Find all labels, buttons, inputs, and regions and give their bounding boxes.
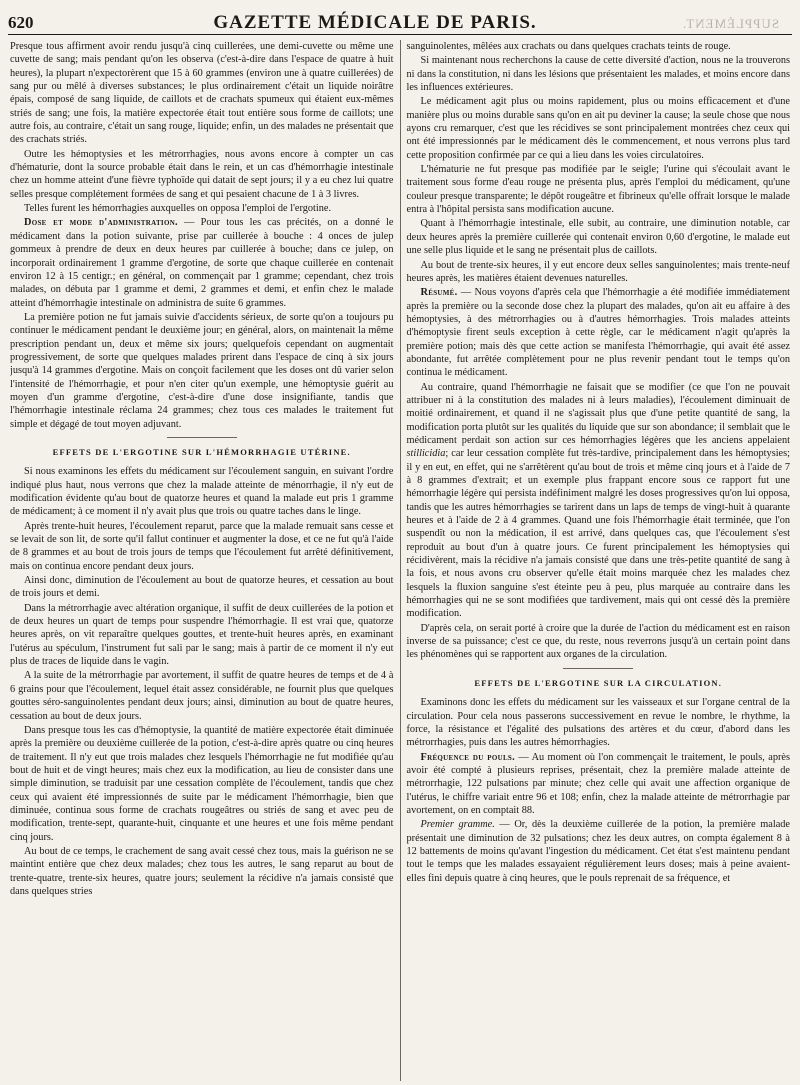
paragraph-lead: Dose et mode d'administration. [24,217,178,229]
paragraph: sanguinolentes, mêlées aux crachats ou dans quelques crachats teints de rouge. [406,41,731,52]
paragraph: La première potion ne fut jamais suivie d'accidents sérieux, de sorte qu'on a toujours pu continuer le médicament pendant le deuxième jour; en général, alors, on maintenait la même prescription pendant un, deux et même six jours; quelquefois cependant on augmentait progressivement, de sorte que quelques malades prirent dans l'espace de cinq à six jours jusqu'à 14 grammes d'ergotine. Mais on conçoit facilement que les doses ont dû varier selon l'intensité de l'hémorrhagie, et pour n'en citer qu'un exemple, une hémoptysie guérit au moyen d'un gramme d'ergotine, c'est-à-dire d'une dose insignifiante, tandis que l'hémorrhagie intestinale réclama 24 grammes; chez tous ces malades le traitement fut simple et dégagé de tout moyen adjuvant. [10,311,394,430]
paragraph: Ainsi donc, diminution de l'écoulement au bout de quatorze heures, et cessation au bout de trois jours et demi. [10,575,394,600]
paragraph-dose [10,216,394,309]
paragraph-lead: Fréquence du pouls. [420,751,516,763]
right-column [401,40,791,1081]
paragraph: Si nous examinons les effets du médicament sur l'écoulement sanguin, en suivant l'ordre indiqué plus haut, nous verrons que chez la malade atteinte de ménorrhagie, il n'y eut de modification évidente qu'au bout de quatorze heures et quand la malade eut pris 1 gramme de médicament; à ce moment il n'y avait plus que trois ou quatre taches dans le linge. [10,466,394,518]
paragraph-body: — Or, dès la deuxième cuillerée de la potion, la première malade présentait une diminution de 32 pulsations; chez les deux autres, on compta également 8 à 12 battements de moins qu'avant l'ingestion du médicament. Cet état s'est maintenu pendant tout le temps que les malades essayaient régulièrement leurs doses; mais à peine avaient-elles fini depuis quatre à cinq heures, que le pouls reprenait de sa fréquence, et [406,819,790,884]
paragraph: A la suite de la métrorrhagie par avortement, il suffit de quatre heures de temps et de 4 à 6 grains pour que l'écoulement, lequel était assez considérable, ne fournit plus que quelques gouttes séro-sanguinolentes pendant deux jours; ainsi, diminution au bout de quatre heures, cessation au bout de deux jours. [10,670,394,722]
paragraph: Si maintenant nous recherchons la cause de cette diversité d'action, nous ne la trouverons ni dans la constitution, ni dans les lésions que présentaient les malades, et moins encore dans les influences extérieures. [406,55,790,94]
paragraph: Dans la métrorrhagie avec altération organique, il suffit de deux cuillerées de la potion et de deux heures un quart de temps pour suspendre l'hémorrhagie. Il est vrai que, quatorze heures après, on vit reparaître quelques gouttes, et trente-huit heures après, en examinant l'utérus au spéculum, l'instrument fut sali par le sang; mais à partir de ce moment il n'y eut plus de traces de liquide dans le vagin. [10,602,394,668]
paragraph: Au bout de ce temps, le crachement de sang avait cessé chez tous, mais la guérison ne se maintint entière que chez deux malades; chez tous les autres, le sang reparut au bout de trente-quatre, trente-six heures, quatre jours; seulement la récidive n'a jamais consisté que dans quelques stries [10,845,394,897]
journal-title: GAZETTE MÉDICALE DE PARIS. [213,12,537,33]
article-columns [10,40,790,1081]
paragraph-body: Au contraire, quand l'hémorrhagie ne faisait que se modifier (ce que l'on ne pouvait attribuer ni à la constitution des malades ni à leurs maladies), l'écoulement diminuait de moitié ordinairement, et quand il ne s'agissait plus que d'une petite quantité de sang, la modification porta plutôt sur les qualités du liquide que sur son abondance; il semblait que le médicament perdait son action sur ces hémorrhagies légères que les anciens appelaient [406,381,790,446]
section-divider [563,668,633,669]
paragraph: Quant à l'hémorrhagie intestinale, elle subit, au contraire, une diminution notable, car deux heures après la première cuillerée qui contenait environ 0,60 d'ergotine, le malade eut une selle plus liquide et le sang ne présentait plus de caillots. [406,218,790,257]
paragraph: Après trente-huit heures, l'écoulement reparut, parce que la malade remuait sans cesse et se levait de son lit, de sorte qu'il fallut continuer et augmenter la dose, et ce ne fut qu'à l'aide de 8 grammes et au bout de trois jours de temps que l'écoulement fut arrêté définitivement, mais on continua encore pendant deux jours. [10,520,394,572]
paragraph: Telles furent les hémorrhagies auxquelles on opposa l'emploi de l'ergotine. [24,203,332,215]
paragraph-lead-italic: Premier gramme. [420,819,495,831]
section-heading-uterine: EFFETS DE L'ERGOTINE SUR L'HÉMORRHAGIE UTÉRINE. [52,446,351,457]
paragraph-resume [407,286,791,379]
section-heading-circulation: EFFETS DE L'ERGOTINE SUR LA CIRCULATION. [474,677,723,688]
paragraph-body: — Pour tous les cas précités, on a donné le médicament dans la potion suivante, prise par cuillerée à bouche : 4 onces de julep gommeux à prendre de deux en deux heures par cuillerée à bouche; dans ce julep, on incorporait ordinairement 1 gramme d'ergotine, de sorte que chaque cuillerée en contenait environ 12 à 15 centigr.; en général, on commençait par 1 gramme; cependant, chez trois malades, on débuta par 1 gramme et demi, 2 grammes et demi, et enfin chez le malade atteint d'hémorrhagie intestinale on administra de suite 6 grammes. [10,217,394,309]
paragraph-lead: Résumé. [420,287,458,299]
paragraph-body-tail: ; car leur cessation complète fut très-tardive, principalement dans les hémoptysies; il y en eut, en effet, qui ne s'arrêtèrent qu'au bout de trois et même cinq jours et à l'aide de 7 à 8 grammes d'extrait; et un exemple plus frappant encore sous ce rapport fut une hémorrhagie légère qui persista indéfiniment malgré les doses progressives qu'on lui opposa, tandis que les autres hémorrhagies se tarirent dans un laps de temps de vingt-huit à quarante heures et à l'aide de 2 à 4 grammes. Quand une fois l'hémorrhagie était terminée, que l'on suspendît ou non la médication, il est arrivé, dans quelques cas, que l'écoulement s'est reproduit au bout d'un à quatre jours. Ce furent principalement les hémoptysies qui récidivèrent, mais la récidive n'a jamais consisté que dans une très-petite quantité de sang à la fois, et nous avons cru observer qu'elle était moins marquée chez les malades chez lesquels la fluxion sanguine s'est éteinte peu à peu, plus marquée au contraire dans les hémorrhagies qui ne se sont modifiées que tardivement, mais qui ont cessé dès la première modification. [406,448,790,620]
paragraph: Presque tous affirment avoir rendu jusqu'à cinq cuillerées, une demi-cuvette ou même une cuvette de sang; mais pendant qu'on les observa (c'est-à-dire dans l'espace de quatre à huit heures), la plupart n'expectorèrent que 15 à 60 grammes (environ une à quatre cuillerées) de sang pur ou mêlé à diverses substances; le plus ordinairement c'était un liquide noirâtre épais, composé de sang liquide, de caillots et de crachats spumeux qui étaient eux-mêmes striés de sang; une fois, la matière expectorée était tout entière sous forme de caillots; une autre fois, au contraire, c'était un sang rouge, liquide; enfin, un des malades ne présentait que des crachats striés. [10,41,394,146]
italic-term: stillicidia [406,448,446,460]
page-number: 620 [8,13,34,32]
paragraph-stillicidia [407,381,791,621]
paragraph-body: — Nous voyons d'après cela que l'hémorrhagie a été modifiée immédiatement après la première ou la seconde dose chez la plupart des malades, qu'on ait eu affaire à des hémoptysies, à des métrorrhagies ou à d'autres hémorrhagies. Trois malades atteints d'hémoptysie firent seuls exception à cette règle, car le médicament n'agit qu'après la première potion; mais dès que cette action se manifesta l'hémorrhagie, qui avait été assez abondante, fut arrêtée complètement pour ne plus revenir pendant tout le temps qu'on continua le médicament. [406,287,790,379]
paragraph-body: — Au moment où l'on commençait le traitement, le pouls, après avoir été compté à plusieurs reprises, présentait, chez la première malade atteinte de métrorrhagie, 122 pulsations par minute; chez celle qui avait une affection organique de l'utérus, le chiffre variait entre 96 et 108; enfin, chez la malade atteinte de métrorrhagie par avortement, on en comptait 88. [406,751,790,816]
section-divider [167,437,237,438]
left-column [10,40,401,1081]
paragraph-pulse [407,751,791,818]
bleed-through-text: SUPPLÉMENT. [682,16,780,31]
paragraph: Le médicament agit plus ou moins rapidement, plus ou moins efficacement et d'une manière plus ou moins durable sans qu'on en ait pu deviner la cause; la seule chose que nous ayons cru remarquer, c'est que les récidives se sont principalement montrées chez ceux qui ont été impressionnés par le médicament dès le commencement, et nous verrons plus tard cette proposition confirmée par ce qui a lieu dans les voies circulatoires. [406,96,790,161]
paragraph: L'hématurie ne fut presque pas modifiée par le seigle; l'urine qui s'écoulait avant le traitement sous forme d'eau rouge ne présenta plus, après l'emploi du médicament, qu'une couleur presque transparente; le dépôt rougeâtre et fibrineux qu'elle offrait lorsque le malade entra à l'hôpital persista sans modification aucune. [406,164,790,216]
paragraph: D'après cela, on serait porté à croire que la durée de l'action du médicament est en raison inverse de sa puissance; c'est ce que, du reste, nous reverrons jusqu'à un certain point dans les phénomènes qui se rapportent aux organes de la circulation. [406,622,790,661]
paragraph: Outre les hémoptysies et les métrorrhagies, nous avons encore à compter un cas d'hématurie, dont la source probable était dans le rein, et un cas d'hémorrhagie intestinale chez un homme atteint d'une fièvre typhoïde qui datait de sept jours; il y a eu chez lui quatre selles presque complétement formées de sang et qui pesaient chacune de 1 à 3 livres. [10,148,394,200]
paragraph-first-gram [407,818,791,885]
paragraph: Dans presque tous les cas d'hémoptysie, la quantité de matière expectorée était diminuée après la première ou deuxième cuillerée de la potion, c'est-à-dire après quatre ou cinq heures de traitement. Il n'y eut que trois malades chez lesquels l'hémorrhagie ne fut modifiée qu'au bout de huit et de vingt heures; mais chez eux la modification, au lieu de consister dans une simple diminution, se traduisit par une cessation complète de l'écoulement, tandis que chez ceux qui avaient été impressionnés de suite par le médicament l'hémorrhagie, bien que diminuée, continua sous forme de crachats rougeâtres ou striés de sang et avec peu de modification, trente-sept, quarante-huit, cinquante et une heures et une fois même pendant cinq jours. [10,724,394,843]
paragraph: Examinons donc les effets du médicament sur les vaisseaux et sur l'organe central de la circulation. Pour cela nous passerons successivement en revue le nombre, le rhythme, la force, la résistance et l'égalité des pulsations des artères et du cœur, d'abord dans les métrorrhagies, puis dans les autres hémorrhagies. [406,697,790,749]
paragraph: Au bout de trente-six heures, il y eut encore deux selles sanguinolentes; mais trente-neuf heures après, les matières étaient devenues naturelles. [406,259,790,284]
page-header [8,8,792,35]
